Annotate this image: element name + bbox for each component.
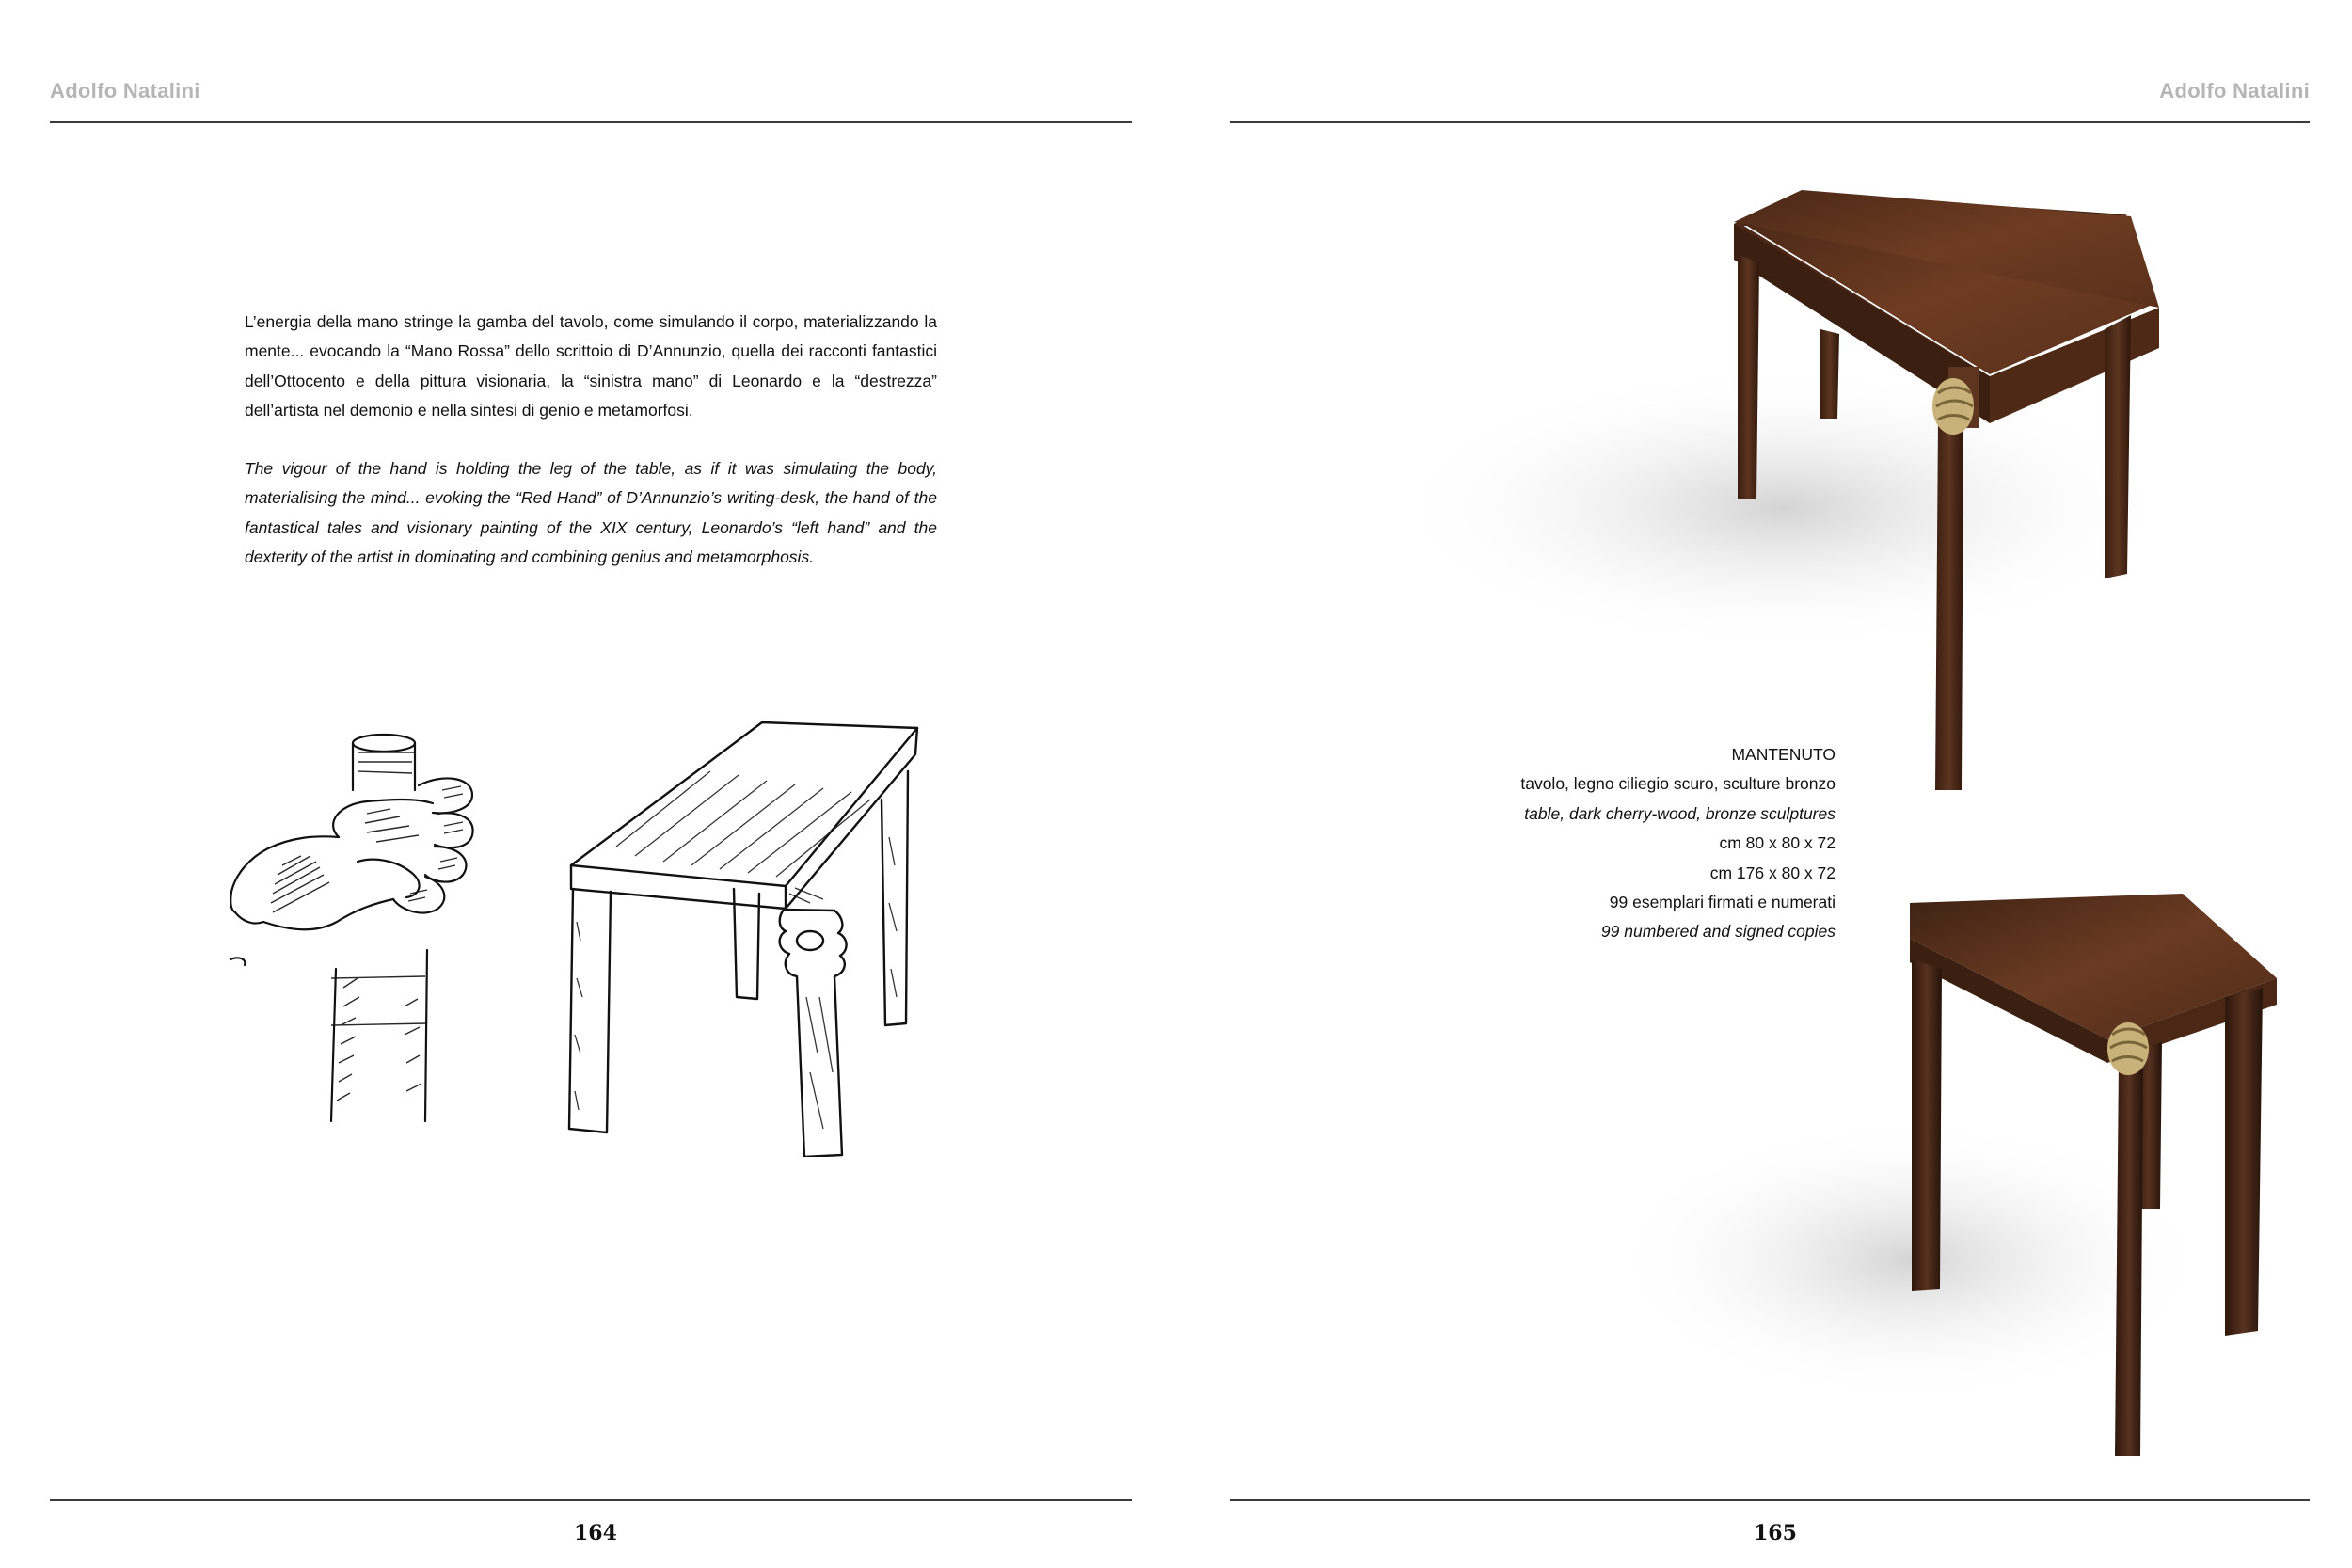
product-size-long: cm 176 x 80 x 72 — [1709, 863, 1836, 882]
product-edition-it: 99 esemplari firmati e numerati — [1609, 893, 1836, 912]
top-rule-right — [1230, 121, 2310, 123]
product-desc-it: tavolo, legno ciliegio scuro, sculture bronzo — [1520, 774, 1836, 794]
page-number-right: 165 — [1754, 1521, 1797, 1545]
running-head-right: Adolfo Natalini — [2159, 79, 2310, 103]
english-description: The vigour of the hand is holding the leg of the table, as if it was simulating the body, materialising the mind... evoking the “Red Hand” of D’Annunzio’s writing-desk, the hand of the fantastical tales and visionary painting of the XIX century, Leonardo’s “left hand” and the dexterity of the artist in dominating and combining genius and metamorphosis. — [245, 459, 937, 567]
bottom-rule-right — [1230, 1499, 2310, 1501]
bottom-rule-left — [50, 1499, 1132, 1501]
long-table-photo — [1388, 150, 2328, 800]
product-caption — [1520, 740, 1836, 947]
running-head-left: Adolfo Natalini — [50, 79, 200, 103]
product-name: MANTENUTO — [1731, 745, 1836, 764]
hand-sketch — [226, 724, 499, 1129]
italian-description: L’energia della mano stringe la gamba del tavolo, come simulando il corpo, materializzando la mente... evocando la “Mano Rossa” dello scrittoio di D’Annunzio, quella dei racconti fantastici dell’Ottocento e della pittura visionaria, la “sinistra mano” di Leonardo e la “destrezza” dell’artista nel demonio e nella sintesi di genio e metamorfosi. — [245, 312, 937, 420]
product-edition-en: 99 numbered and signed copies — [1600, 922, 1836, 942]
top-rule-left — [50, 121, 1132, 123]
table-sketch — [560, 715, 936, 1157]
product-size-square: cm 80 x 80 x 72 — [1719, 833, 1836, 853]
product-desc-en: table, dark cherry-wood, bronze sculptures — [1524, 803, 1836, 823]
right-page — [1176, 0, 2352, 1568]
page-number-left: 164 — [574, 1521, 617, 1545]
